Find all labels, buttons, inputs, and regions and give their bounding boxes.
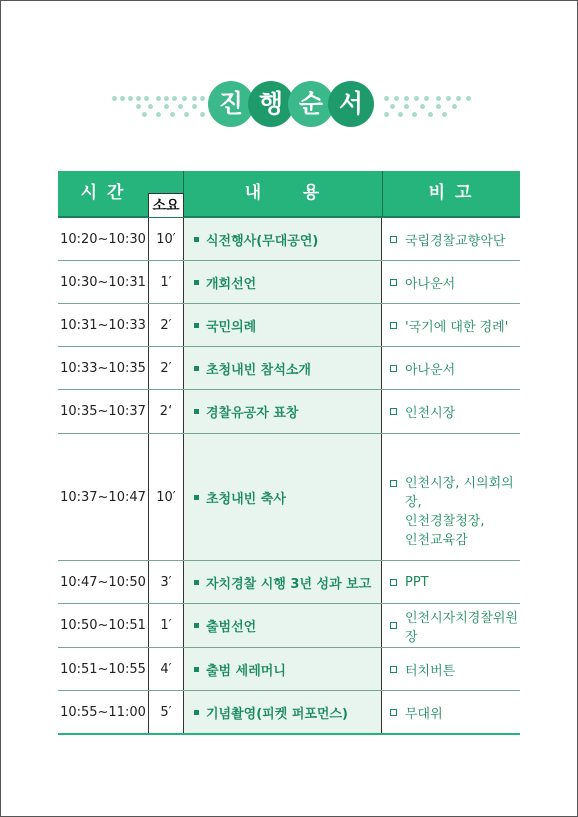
program-table (58, 171, 520, 735)
row-content (184, 648, 382, 690)
title-char-1: 진 (208, 81, 254, 127)
square-bullet-icon (194, 495, 199, 500)
row-duration: 1′ (148, 261, 184, 303)
row-note (382, 218, 520, 260)
row-note-text: 터치버튼 (405, 663, 456, 679)
row-content-text: 경찰유공자 표창 (206, 406, 299, 421)
row-time: 10:55~11:00 (60, 704, 146, 720)
table-body (58, 218, 520, 735)
square-bullet-icon (194, 366, 199, 371)
row-content-text: 초청내빈 참석소개 (206, 362, 311, 378)
hollow-bullet-icon (390, 480, 397, 487)
hollow-bullet-icon (390, 666, 397, 673)
row-content-text: 식전행사(무대공연) (206, 233, 319, 249)
row-note-text: 인천시자치경찰위원장 (405, 610, 519, 645)
title-circles (208, 79, 372, 131)
row-note-text: 인천시장 (405, 406, 456, 421)
row-content (184, 691, 382, 733)
row-content-text: 개회선언 (206, 276, 257, 292)
square-bullet-icon (194, 237, 199, 242)
square-bullet-icon (194, 323, 199, 328)
hollow-bullet-icon (390, 322, 397, 329)
table-header (58, 171, 520, 218)
square-bullet-icon (194, 280, 199, 285)
row-content (184, 604, 382, 647)
row-note-text: 인천교육감 (405, 533, 468, 548)
row-content-text: 초청내빈 축사 (206, 491, 286, 507)
row-note (382, 604, 520, 647)
row-duration: 2‘ (148, 390, 184, 433)
row-note-text: 국립경찰교향악단 (405, 233, 506, 249)
row-duration: 2′ (148, 304, 184, 346)
table-row (58, 347, 520, 390)
row-note (382, 347, 520, 389)
row-content (184, 304, 382, 346)
hollow-bullet-icon (390, 279, 397, 286)
square-bullet-icon (194, 667, 199, 672)
row-duration: 2′ (148, 347, 184, 389)
title-banner (0, 79, 578, 131)
header-duration: 소요 (148, 193, 184, 217)
table-row (58, 648, 520, 691)
row-note (382, 261, 520, 303)
row-note-text: 인천시장, 시의회의장, (405, 476, 514, 510)
row-note-text: '국기에 대한 경례' (405, 319, 509, 335)
table-row (58, 261, 520, 304)
square-bullet-icon (194, 409, 199, 414)
square-bullet-icon (194, 710, 199, 715)
row-content (184, 561, 382, 603)
row-content (184, 390, 382, 433)
hollow-bullet-icon (390, 709, 397, 716)
square-bullet-icon (194, 580, 199, 585)
row-time: 10:20~10:30 (60, 231, 146, 247)
row-content-text: 국민의례 (206, 319, 257, 335)
row-content (184, 347, 382, 389)
row-note-lines (405, 474, 520, 550)
row-time: 10:30~10:31 (60, 274, 146, 290)
header-time: 시 간 (80, 183, 126, 203)
square-bullet-icon (194, 623, 199, 628)
row-note (382, 304, 520, 346)
row-duration: 1′ (148, 604, 184, 647)
row-note (382, 561, 520, 603)
title-char-4: 서 (328, 81, 374, 127)
row-time: 10:51~10:55 (60, 661, 146, 677)
table-row (58, 390, 520, 434)
row-content (184, 434, 382, 560)
row-duration: 10′ (148, 218, 184, 260)
row-content (184, 218, 382, 260)
row-note (382, 691, 520, 733)
row-time: 10:47~10:50 (60, 574, 146, 590)
hollow-bullet-icon (390, 579, 397, 586)
row-duration: 3′ (148, 561, 184, 603)
row-note-text: 인천경찰청장, (405, 514, 485, 529)
row-note-text: 무대위 (405, 706, 443, 722)
title-char-3: 순 (288, 81, 334, 127)
row-note-text: PPT (405, 574, 429, 590)
row-content (184, 261, 382, 303)
row-time: 10:33~10:35 (60, 360, 146, 376)
table-row (58, 604, 520, 648)
hollow-bullet-icon (390, 365, 397, 372)
header-note: 비 고 (428, 183, 474, 203)
row-duration: 5′ (148, 691, 184, 733)
title-char-2: 행 (248, 81, 294, 127)
table-row (58, 561, 520, 604)
row-time: 10:50~10:51 (60, 618, 146, 633)
table-row (58, 691, 520, 735)
row-content-text: 출범선언 (206, 620, 257, 635)
table-row (58, 434, 520, 561)
row-time: 10:31~10:33 (60, 317, 146, 333)
row-content-text: 출범 세레머니 (206, 663, 286, 679)
row-duration: 10′ (148, 434, 184, 560)
header-content: 내 용 (244, 183, 322, 203)
hollow-bullet-icon (390, 622, 397, 629)
table-row (58, 304, 520, 347)
hollow-bullet-icon (390, 408, 397, 415)
row-content-text: 기념촬영(피켓 퍼포먼스) (206, 706, 348, 722)
row-time: 10:35~10:37 (60, 404, 146, 419)
row-note (382, 648, 520, 690)
table-row (58, 218, 520, 261)
row-note-text: 아나운서 (405, 362, 456, 378)
row-duration: 4′ (148, 648, 184, 690)
row-note (382, 434, 520, 560)
row-content-text: 자치경찰 시행 3년 성과 보고 (206, 576, 372, 592)
hollow-bullet-icon (390, 236, 397, 243)
row-note (382, 390, 520, 433)
row-time: 10:37~10:47 (60, 489, 146, 505)
row-note-text: 아나운서 (405, 276, 456, 292)
